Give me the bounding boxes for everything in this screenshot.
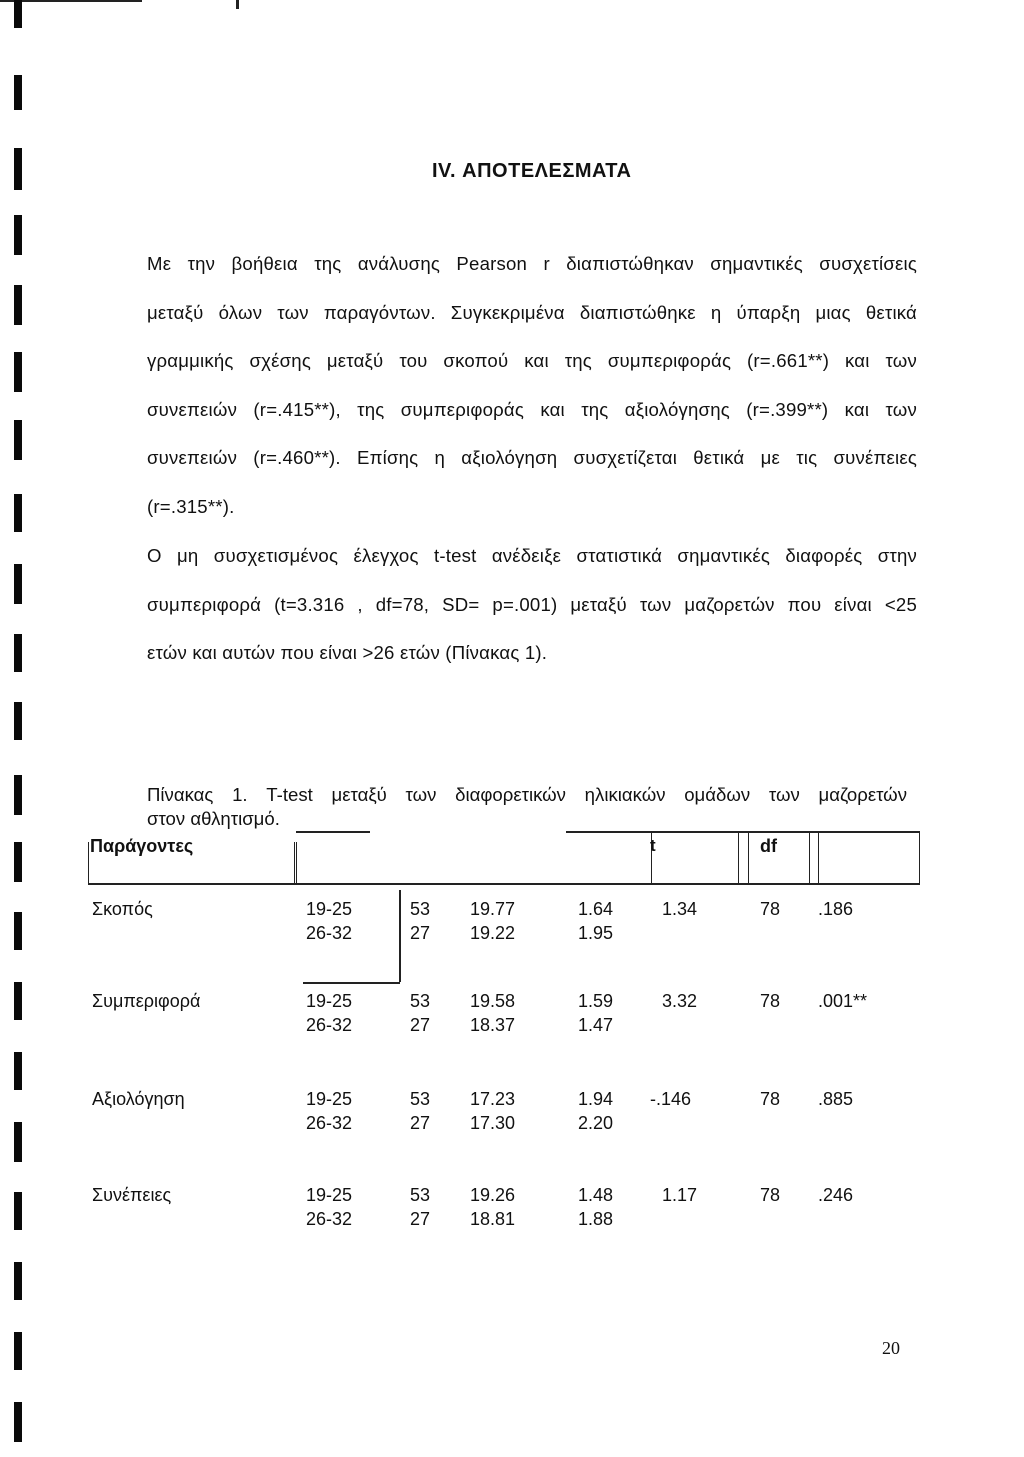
- sd-value: 1.94: [578, 1089, 614, 1109]
- table-caption: [147, 783, 907, 831]
- paragraph-line: Με την βοήθεια της ανάλυσης Pearson r διαπιστώθηκαν σημαντικές συσχετίσεις: [147, 253, 917, 274]
- age-group: 19-25: [306, 1185, 353, 1205]
- header-p-box: [818, 832, 920, 885]
- paragraph-pearson: [147, 240, 917, 531]
- factor-label: Σκοπός: [92, 899, 153, 919]
- p-value: .885: [818, 1089, 854, 1109]
- age-group: 19-25: [306, 899, 353, 919]
- caption-line: Πίνακας 1. T-test μεταξύ των διαφορετικών ηλικιακών ομάδων των μαζορετών: [147, 784, 907, 805]
- header-factor: Παράγοντες: [90, 836, 194, 856]
- mean-value: 19.22: [470, 923, 516, 943]
- paragraph-line: συνεπειών (r=.460**). Επίσης η αξιολόγηση συσχετίζεται θετικά με τις συνέπειες: [147, 447, 917, 468]
- paragraph-line: μεταξύ όλων των παραγόντων. Συγκεκριμένα διαπιστώθηκε η ύπαρξη μιας θετικά: [147, 301, 917, 323]
- t-value: -.146: [650, 1089, 692, 1109]
- header-t-box: [651, 832, 739, 885]
- header-df-box: [748, 832, 810, 885]
- section-heading: IV. ΑΠΟΤΕΛΕΣΜΑΤΑ: [432, 160, 632, 182]
- t-value: 3.32: [662, 991, 698, 1011]
- sd-value: 1.95: [578, 923, 614, 943]
- p-value: .246: [818, 1185, 854, 1205]
- paragraph-ttest: [147, 532, 917, 678]
- df-value: 78: [760, 1185, 781, 1205]
- sd-value: 1.59: [578, 991, 614, 1011]
- scan-top-tick: [236, 0, 239, 9]
- sd-value: 2.20: [578, 1113, 614, 1133]
- n-value: 27: [410, 1015, 431, 1035]
- page-number: 20: [882, 1338, 900, 1358]
- mean-value: 17.30: [470, 1113, 516, 1133]
- mean-value: 18.37: [470, 1015, 516, 1035]
- n-value: 27: [410, 1209, 431, 1229]
- header-empty-box: [296, 842, 638, 884]
- sd-value: 1.47: [578, 1015, 614, 1035]
- sd-value: 1.64: [578, 899, 614, 919]
- paragraph-line: (r=.315**).: [147, 495, 235, 517]
- caption-line: στον αθλητισμό.: [147, 808, 280, 829]
- age-group: 19-25: [306, 991, 353, 1011]
- mean-value: 19.26: [470, 1185, 516, 1205]
- mean-value: 19.77: [470, 899, 516, 919]
- paragraph-line: ετών και αυτών που είναι >26 ετών (Πίνακας 1).: [147, 642, 548, 663]
- header-t: t: [650, 836, 656, 855]
- paragraph-line: συνεπειών (r=.415**), της συμπεριφοράς και της αξιολόγησης (r=.399**) και των: [147, 398, 917, 420]
- t-value: 1.34: [662, 899, 698, 919]
- n-value: 53: [410, 899, 431, 919]
- age-group: 26-32: [306, 1015, 353, 1035]
- mean-value: 18.81: [470, 1209, 516, 1229]
- p-value: .001**: [818, 991, 868, 1011]
- p-value: .186: [818, 899, 854, 919]
- df-value: 78: [760, 991, 781, 1011]
- factor-label: Αξιολόγηση: [92, 1089, 185, 1109]
- n-value: 53: [410, 1185, 431, 1205]
- factor-label: Συμπεριφορά: [92, 991, 201, 1011]
- n-value: 53: [410, 1089, 431, 1109]
- mean-value: 17.23: [470, 1089, 516, 1109]
- paragraph-line: γραμμικής σχέσης μεταξύ του σκοπού και της συμπεριφοράς (r=.661**) και των: [147, 350, 917, 371]
- df-value: 78: [760, 899, 781, 919]
- age-group: 26-32: [306, 1209, 353, 1229]
- t-value: 1.17: [662, 1185, 698, 1205]
- sd-value: 1.48: [578, 1185, 614, 1205]
- n-value: 27: [410, 1113, 431, 1133]
- mean-value: 19.58: [470, 991, 516, 1011]
- age-group: 26-32: [306, 923, 353, 943]
- sd-value: 1.88: [578, 1209, 614, 1229]
- age-group: 19-25: [306, 1089, 353, 1109]
- header-df: df: [760, 836, 777, 856]
- n-value: 53: [410, 991, 431, 1011]
- df-value: 78: [760, 1089, 781, 1109]
- n-value: 27: [410, 923, 431, 943]
- paragraph-line: συμπεριφορά (t=3.316 , df=78, SD= p=.001) μεταξύ των μαζορετών που είναι <25: [147, 593, 917, 615]
- paragraph-line: Ο μη συσχετισμένος έλεγχος t-test ανέδειξε στατιστικά σημαντικές διαφορές στην: [147, 545, 917, 566]
- factor-label: Συνέπειες: [92, 1185, 172, 1205]
- age-group: 26-32: [306, 1113, 353, 1133]
